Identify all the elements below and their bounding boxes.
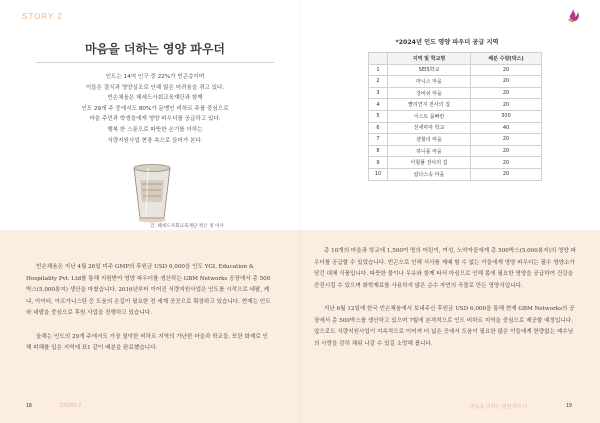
table-cell: 8 [369,145,388,157]
body-paragraph: 빈손채움은 지난 4월 26일 미주 GMP의 후원금 USD 6,000을 인도 YGL Education & Hospitality Pvt. Ltd를 통해 지원받아 영양 파우더를 생산하는 GBM Networks 공장에서 총 500박스(5,000봉지) 생산을 마쳤습니다. 2016년부터 이어진 식량지원사업은 인도를 시작으로 네팔, 케냐, 아이티, 아프가니스탄 등 도움의 손길이 필요한 전 세계 곳곳으로 확장하고 있습니다. 현재는 인도와 네팔을 중심으로 후원 사업을 진행하고 있습니다. [26,264,271,317]
table-row [369,145,542,157]
table-cell: 9 [369,157,388,169]
table-cell: 빨리연지 전사의 집 [388,99,471,111]
table-cell: SEIS학교 [388,64,471,76]
intro-line: 식량지원사업 현장 속으로 들어가 본다. [107,137,203,144]
table-cell: 1 [369,64,388,76]
table-cell: 아힐풀 전사의 집 [388,157,471,169]
table-row [369,87,542,99]
table-cell: 람다스속 마을 [388,168,471,180]
photo-caption: 글. 헤세드사회교육재단 정은 정 이사 [150,224,224,229]
table-cell: 20 [471,64,542,76]
table-row [369,64,542,76]
page-number-left: 18 [26,403,32,409]
table-cell: 20 [471,145,542,157]
table-cell: 20 [471,168,542,180]
table-cell: 20 [471,87,542,99]
table-row [369,134,542,146]
footer-story-label: STORY 2 [60,403,82,409]
table-row [369,110,542,122]
table-cell: 강바쉬 마을 [388,87,471,99]
table-cell: 3 [369,87,388,99]
table-row [369,168,542,180]
table-row [369,157,542,169]
column-header [369,53,388,65]
table-row [369,99,542,111]
table-cell: 5 [369,110,388,122]
table-row [369,122,542,134]
intro-text [50,72,260,146]
page-title: 마음을 더하는 영양 파우더 [84,42,226,56]
intro-line: 인도 29개 주 중에서도 80%가 문맹인 비하르 주를 중심으로 [81,105,229,112]
story-label: STORY 2 [22,12,63,21]
footer-title-label: 마음을 더하는 영양 파우더 [470,404,528,410]
column-header: 지역 및 학교명 [388,53,471,65]
table-cell: 40 [471,122,542,134]
table-cell: 마니스 마을 [388,76,471,88]
table-cell: 샬할리 마을 [388,134,471,146]
table-cell: 10 [369,168,388,180]
intro-line: 마을 주민과 학생들에게 영양 파우더를 공급하고 있다. [89,116,221,123]
left-body [26,262,272,366]
table-cell: 20 [471,157,542,169]
flame-leaf-logo-icon [566,8,582,24]
distribution-table [368,52,542,181]
page-number-right: 19 [566,403,572,409]
table-cell: 6 [369,122,388,134]
intro-line: 인도는 14억 인구 중 22%가 빈곤층이며 [105,74,205,80]
table-row [369,76,542,88]
title-divider [36,62,274,63]
intro-line: 빈손채움은 헤세드사회교육재단과 함께 [107,95,203,102]
table-cell: 친세마마 학교 [388,122,471,134]
table-cell: 4 [369,99,388,111]
table-cell: 하니플 마을 [388,145,471,157]
powder-container-illustration [128,160,176,224]
body-paragraph: 지난 6월 12일에 한국 빈손채움에서 보내주신 후원금 USD 6,000을 통해 현재 GBM Networks의 공장에서 총 500박스를 생산하고 있으며 7월에 본격적으로 인도 비하르 지역을 중심으로 제공할 예정입니다. 앞으로도 식량지원사업이 지속적으로 이어져 더 넓은 곳에서 도움이 필요한 많은 이들에게 한량없는 예수님의 사랑을 감히 채워 나갈 수 있길 소망해 봅니다. [314,305,575,347]
table-cell: 20 [471,134,542,146]
table-cell: 300 [471,110,542,122]
table-cell: 7 [369,134,388,146]
table-header-row [369,53,542,65]
column-header: 배분 수량(박스) [471,53,542,65]
page-gutter [299,0,301,423]
body-paragraph: 총 10개의 마을과 학교에 1,500여 명의 어린이, 여성, 노약자들에게 총 500박스(5,000봉지)의 영양 파우더를 공급할 수 있었습니다. 빈곤으로 인해 식사를 제때 할 수 없는 이들에게 영양 파우더는 필수 영양소가 담긴 대체 식품입니다. 따뜻한 물이나 우유와 함께 타서 마심으로 인해 몸에 필요한 영양을 공급하여 건강을 증진시킬 수 있으며 화학재료를 사용하지 않은 순수 자연의 곡물로 만든 영양식입니다. [314,248,576,289]
table-title: *2024년 인도 영양 파우더 공급 지역 [395,39,499,46]
table-cell: 2 [369,76,388,88]
body-paragraph: 올해는 인도의 29개 주에서도 가장 열악한 비하르 지역의 가난한 마을과 학교들, 또한 화재로 인해 피해를 입은 지역에 표1 같이 배분을 완료했습니다. [26,333,268,352]
intro-line: 이들은 결식과 영양실조로 인해 많은 어려움을 겪고 있다. [85,84,225,91]
table-cell: 20 [471,76,542,88]
intro-line: 행복 한 스푼으로 따뜻한 온기를 더하는 [107,126,203,133]
table-cell: 20 [471,99,542,111]
right-body [314,246,576,362]
table-cell: 이스트 뭄빠란 [388,110,471,122]
